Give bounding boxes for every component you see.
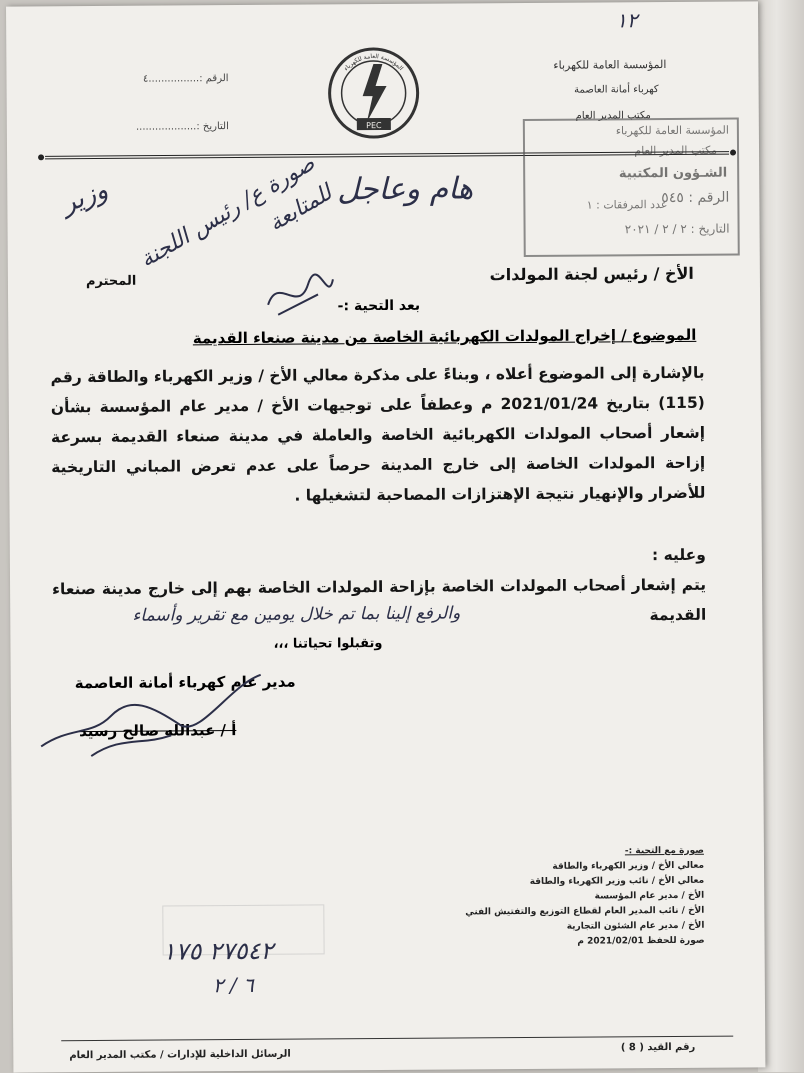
copies-list [404, 844, 705, 951]
signature-title: مدير عام كهرباء أمانة العاصمة [74, 672, 296, 693]
receipt-stamp [523, 118, 740, 258]
honorific: المحترم [85, 273, 137, 290]
pec-logo [326, 46, 421, 141]
background-page-edge [758, 0, 804, 1072]
logo-abbr: PEC [366, 121, 382, 131]
letter-page [6, 1, 765, 1072]
subject-line: الموضوع / إخراج المولدات الكهربائية الخاصة من مدينة صنعاء القديمة [192, 325, 697, 348]
copy-item: الأخ / مدير عام الشئون التجارية [566, 920, 705, 932]
stamp-number: الرقم : ٥٤٥ [661, 189, 730, 207]
copy-item: معالي الأخ / وزير الكهرباء والطاقة [552, 860, 705, 872]
org-office: مكتب المدير العام [575, 110, 651, 122]
footer-divider [61, 1036, 733, 1042]
handwritten-note-top: وزير [57, 174, 112, 220]
addressee: الأخ / رئيس لجنة المولدات [489, 263, 694, 285]
signature-scribble [258, 264, 338, 325]
copy-item: الأخ / مدير عام المؤسسة [594, 890, 705, 902]
org-branch: كهرباء أمانة العاصمة [574, 84, 659, 96]
copy-item: معالي الأخ / نائب وزير الكهرباء والطاقة [529, 875, 705, 887]
footer-left: الرسائل الداخلية للإدارات / مكتب المدير العام [69, 1048, 291, 1062]
therefore-label: وعليه : [651, 545, 706, 565]
copy-item: الأخ / نائب المدير العام لقطاع التوزيع والتفتيش الفني [465, 905, 705, 918]
handwritten-minute: صورة ع/ رئيس اللجنة للمتابعة [135, 151, 337, 273]
stamp-line1: المؤسسة العامة للكهرباء [615, 123, 729, 138]
stamp-line3: الشـؤون المكتبية [618, 165, 728, 182]
copies-heading: صورة مع التحية :- [624, 845, 704, 857]
greeting: بعد التحية :- [337, 297, 421, 315]
receipt-numbers: ٢٧٥٤٢ ١٧٥ [162, 936, 274, 966]
receipt-date: ٦ / ٢ [212, 972, 254, 998]
closing-greeting: وتقبلوا تحياتنا ،،، [273, 636, 383, 652]
ref-number-field: الرقم :................٤ [142, 73, 229, 85]
date-field: التاريخ :................... [135, 121, 229, 133]
top-mark: ١٢ [616, 8, 638, 33]
copy-item: صورة للحفظ 2021/02/01 م [577, 935, 705, 947]
signature-name: أ / عبدالله صالح رسيد [79, 721, 237, 741]
footer-right: رقم القيد ( 8 ) [620, 1041, 696, 1054]
stamp-line2: مكتب المدير العام [634, 143, 718, 158]
stamp-attachments: عدد المرفقات : ١ [586, 198, 668, 212]
stamp-date: التاريخ : ٢ / ٢ / ٢٠٢١ [624, 221, 730, 237]
handwritten-signature [31, 665, 312, 767]
logo-ring-text: المؤسسة العامة للكهرباء [342, 53, 405, 73]
org-name: المؤسسة العامة للكهرباء [553, 58, 667, 72]
body-paragraph-2: يتم إشعار أصحاب المولدات الخاصة بإزاحة المولدات الخاصة بهم إلى خارج مدينة صنعاء القديمة [52, 575, 707, 625]
handwritten-addition: والرفع إلينا بما تم خلال يومين مع تقرير وأسماء [132, 603, 461, 626]
body-paragraph-1: بالإشارة إلى الموضوع أعلاه ، وبناءً على مذكرة معالي الأخ / وزير الكهرباء والطاقة رقم (115) بتاريخ 2021/01/24 م وعطفاً على توجيهات الأخ / مدير عام المؤسسة بشأن إشعار أصحاب المولدات الكهربائية الخاصة والعاملة في مدينة صنعاء القديمة بسرعة إزاحة المولدات الخاصة إلى خارج المدينة حرصاً على عدم تعرض المباني التاريخية للأضرار والإنهيار نتيجة الإهتزازات المصاحبة لتشغيلها . [50, 363, 706, 505]
urgent-annotation: هام وعاجل [337, 171, 474, 208]
